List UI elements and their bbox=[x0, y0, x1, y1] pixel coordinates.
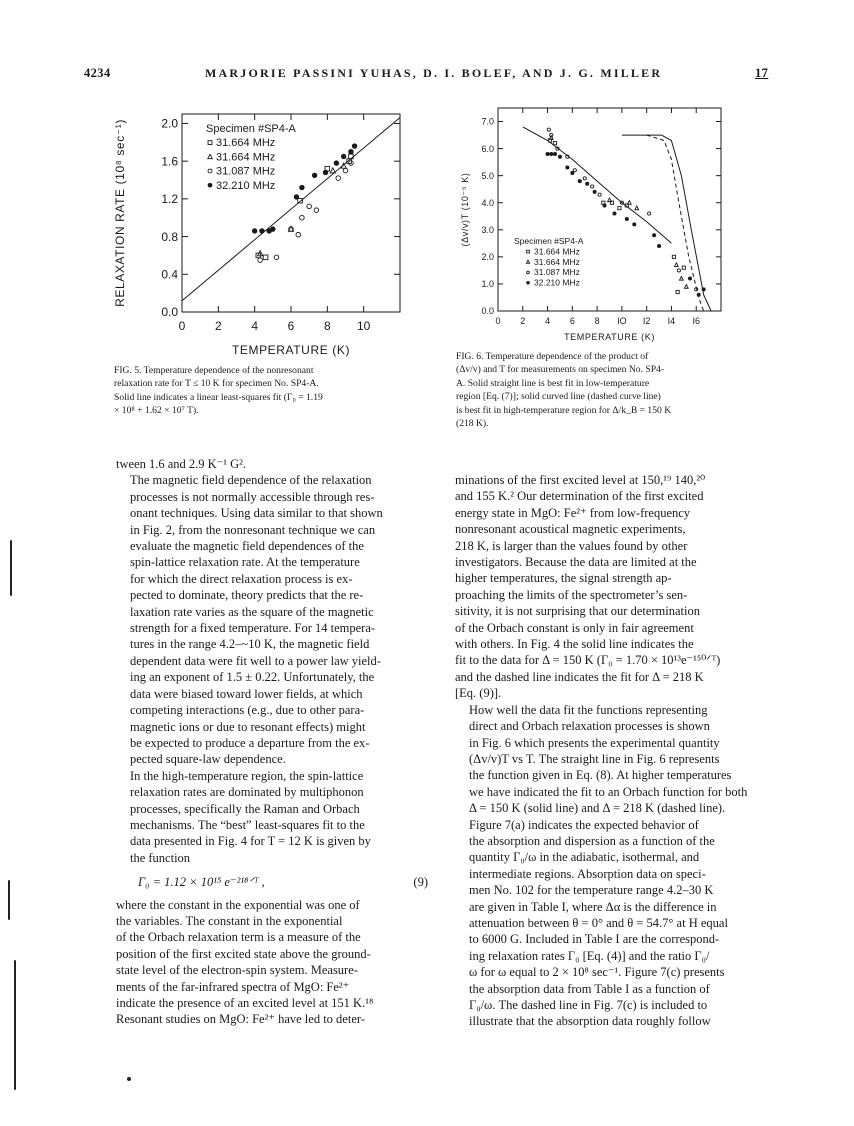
x-tick-label: IO bbox=[617, 316, 627, 326]
data-point-filled-circle bbox=[341, 154, 346, 159]
x-tick-label: 10 bbox=[356, 319, 371, 333]
fit-line bbox=[182, 117, 400, 300]
data-point-filled-circle bbox=[612, 212, 616, 216]
x-tick-label: 6 bbox=[569, 316, 575, 326]
data-point-square bbox=[618, 207, 621, 210]
text-line: we have indicated the fit to an Orbach function for both bbox=[469, 784, 748, 799]
data-point-filled-circle bbox=[208, 183, 213, 188]
page-number: 4234 bbox=[84, 66, 111, 80]
text-line: with others. In Fig. 4 the solid line indicates the bbox=[455, 637, 694, 652]
y-tick-label: 0.8 bbox=[161, 229, 178, 244]
data-point-open-circle bbox=[274, 255, 279, 260]
text-line: relaxation rates are dominated by multiphonon bbox=[130, 785, 364, 800]
data-point-triangle bbox=[679, 276, 683, 280]
x-tick-label: 8 bbox=[323, 319, 331, 333]
figure-6-caption bbox=[456, 350, 762, 430]
data-point-open-circle bbox=[598, 193, 601, 196]
x-tick-label: 0 bbox=[495, 316, 501, 326]
text-line: are given in Table I, where Δα is the difference in bbox=[469, 899, 717, 914]
text-line: processes is not normally accessible through res- bbox=[130, 489, 375, 504]
data-point-filled-circle bbox=[565, 166, 569, 170]
data-point-triangle bbox=[526, 260, 529, 263]
paragraph-high-temperature bbox=[116, 768, 428, 866]
y-tick-label: 0.0 bbox=[481, 306, 494, 317]
data-point-open-circle bbox=[547, 128, 550, 131]
text-line: the variables. The constant in the exponential bbox=[116, 913, 343, 928]
text-line: laxation rate varies as the square of the magnetic bbox=[130, 604, 374, 619]
legend-title: Specimen #SP4-A bbox=[206, 123, 296, 135]
data-point-filled-circle bbox=[697, 293, 701, 297]
x-tick-label: I2 bbox=[642, 316, 651, 326]
text-line: in Fig. 2, from the nonresonant technique we can bbox=[130, 522, 376, 537]
x-tick-label: I6 bbox=[692, 316, 700, 326]
volume-number: 17 bbox=[755, 66, 769, 80]
data-point-filled-circle bbox=[270, 226, 275, 231]
data-point-square bbox=[349, 154, 354, 159]
legend-entry: 31.664 MHz bbox=[216, 151, 276, 164]
equation-9 bbox=[116, 874, 428, 890]
data-point-open-circle bbox=[648, 212, 651, 215]
data-point-filled-circle bbox=[549, 152, 553, 156]
data-point-filled-circle bbox=[652, 233, 656, 237]
paragraph-excited-level bbox=[455, 472, 767, 702]
data-point-triangle bbox=[608, 198, 612, 202]
data-point-open-circle bbox=[208, 169, 212, 173]
text-line: competing interactions (e.g., due to other para- bbox=[130, 703, 365, 718]
caption-line: Solid line indicates a linear least-squares fit (Γ₀ = 1.19 bbox=[114, 391, 323, 403]
scan-speck bbox=[10, 540, 12, 596]
data-point-filled-circle bbox=[632, 222, 636, 226]
data-point-open-circle bbox=[307, 204, 312, 209]
chart-legend bbox=[206, 123, 297, 192]
text-line: men No. 102 for the temperature range 4.2–30 K bbox=[469, 883, 714, 898]
y-tick-label: 3.0 bbox=[481, 224, 494, 235]
data-point-filled-circle bbox=[259, 228, 264, 233]
text-line: Δ = 150 K (solid line) and Δ = 218 K (dashed line). bbox=[469, 801, 726, 816]
y-tick-label: 1.6 bbox=[161, 154, 178, 169]
caption-line: (218 K). bbox=[456, 418, 489, 430]
y-tick-label: 0.4 bbox=[161, 267, 178, 282]
data-point-filled-circle bbox=[323, 170, 328, 175]
scan-speck bbox=[127, 1077, 131, 1081]
data-point-filled-circle bbox=[578, 179, 582, 183]
text-line: illustrate that the absorption data roughly follow bbox=[469, 1014, 711, 1029]
figure-5-chart bbox=[110, 108, 430, 358]
data-point-filled-circle bbox=[352, 143, 357, 148]
data-point-triangle bbox=[684, 285, 688, 289]
fit-curve-dashed bbox=[647, 135, 704, 311]
y-tick-label: 4.0 bbox=[481, 197, 494, 208]
x-tick-label: 4 bbox=[251, 319, 259, 333]
y-axis-label: (Δv/v)T (10⁻⁵ K) bbox=[460, 172, 470, 247]
plot-frame bbox=[182, 114, 400, 312]
data-point-open-circle bbox=[300, 215, 305, 220]
x-tick-label: 2 bbox=[520, 316, 526, 326]
figure-6-chart bbox=[448, 106, 738, 344]
text-line: [Eq. (9)]. bbox=[455, 686, 502, 701]
caption-line: × 10⁸ + 1.62 × 10⁷ T). bbox=[114, 405, 199, 417]
data-point-filled-circle bbox=[702, 287, 706, 291]
data-point-open-circle bbox=[573, 169, 576, 172]
text-line: nonresonant acoustical magnetic experiments, bbox=[455, 522, 686, 537]
text-line: pected square-law dependence. bbox=[130, 752, 286, 767]
text-line: tures in the range 4.2–~10 K, the magnetic field bbox=[130, 637, 370, 652]
y-tick-label: 2.0 bbox=[481, 252, 494, 263]
data-point-open-circle bbox=[336, 176, 341, 181]
fit-curve-solid bbox=[523, 127, 672, 243]
x-tick-label: 4 bbox=[545, 316, 551, 326]
text-line: 218 K, is larger than the values found by other bbox=[455, 538, 688, 553]
text-line: the function bbox=[130, 850, 191, 865]
text-line: quantity Γ₀/ω in the adiabatic, isothermal, and bbox=[469, 850, 700, 865]
left-text-column bbox=[116, 456, 428, 1028]
y-tick-label: 2.0 bbox=[161, 116, 178, 131]
text-line: data were biased toward lower fields, at which bbox=[130, 686, 363, 701]
text-line: tween 1.6 and 2.9 K⁻¹ G². bbox=[116, 457, 247, 471]
text-line: investigators. Because the data are limited at the bbox=[455, 555, 697, 570]
data-point-filled-circle bbox=[348, 149, 353, 154]
data-point-filled-circle bbox=[558, 155, 562, 159]
data-point-filled-circle bbox=[526, 281, 530, 285]
text-line: direct and Orbach relaxation processes is shown bbox=[469, 719, 710, 734]
data-point-filled-circle bbox=[657, 244, 661, 248]
data-point-filled-circle bbox=[334, 160, 339, 165]
legend-entry: 31.664 MHz bbox=[534, 256, 580, 267]
x-axis-label: TEMPERATURE (K) bbox=[564, 332, 655, 342]
y-tick-label: 5.0 bbox=[481, 170, 494, 181]
right-text-column bbox=[455, 472, 767, 1030]
figure-5-caption bbox=[114, 364, 436, 418]
text-line: to 6000 G. Included in Table I are the correspond- bbox=[469, 932, 720, 947]
text-line: of the Orbach relaxation term is a measure of the bbox=[116, 930, 361, 945]
text-line: indicate the presence of an excited level at 151 K.¹⁸ bbox=[116, 996, 374, 1010]
text-line: Figure 7(a) indicates the expected behavior of bbox=[469, 817, 699, 832]
legend-entry: 31.664 MHz bbox=[534, 246, 580, 257]
data-point-filled-circle bbox=[603, 203, 607, 207]
x-tick-label: 6 bbox=[287, 319, 295, 333]
text-line: fit to the data for Δ = 150 K (Γ₀ = 1.70 × 10¹³e⁻¹⁵⁰ᐟᵀ) bbox=[455, 653, 721, 668]
text-line: and the dashed line indicates the fit for Δ = 218 K bbox=[455, 669, 704, 684]
text-line: Resonant studies on MgO: Fe²⁺ have led to deter- bbox=[116, 1012, 365, 1027]
x-tick-label: I4 bbox=[667, 316, 676, 326]
data-point-filled-circle bbox=[585, 182, 589, 186]
text-line: ments of the far-infrared spectra of MgO: Fe²⁺ bbox=[116, 979, 350, 994]
data-point-filled-circle bbox=[294, 194, 299, 199]
data-point-triangle bbox=[627, 201, 631, 205]
data-point-filled-circle bbox=[593, 190, 597, 194]
legend-entry: 31.087 MHz bbox=[534, 267, 580, 278]
text-line: In the high-temperature region, the spin-lattice bbox=[130, 768, 364, 783]
data-point-square bbox=[263, 255, 268, 260]
text-line: mechanisms. The “best” least-squares fit to the bbox=[130, 817, 365, 832]
y-tick-label: 6.0 bbox=[481, 143, 494, 154]
text-line: dependent data were fit well to a power law yield- bbox=[130, 653, 381, 668]
data-point-open-circle bbox=[258, 258, 263, 263]
text-line: attenuation between θ = 0° and θ = 54.7° at H equal bbox=[469, 915, 728, 930]
data-point-triangle bbox=[635, 206, 639, 210]
caption-line: (Δv/v) and T for measurements on specimen No. SP4- bbox=[456, 364, 665, 376]
paragraph-fig7-discussion bbox=[455, 817, 767, 1030]
data-point-square bbox=[553, 142, 556, 145]
data-point-open-circle bbox=[591, 185, 594, 188]
data-point-square bbox=[672, 255, 675, 258]
paragraph-fig6-discussion bbox=[455, 702, 767, 817]
text-line: (Δv/v)T vs T. The straight line in Fig. 6 represents bbox=[469, 751, 720, 766]
text-line: data presented in Fig. 4 for T = 12 K is given by bbox=[130, 834, 371, 849]
text-line: ω for ω equal to 2 × 10⁸ sec⁻¹. Figure 7(c) presents bbox=[469, 965, 725, 980]
text-line: energy state in MgO: Fe²⁺ from low-frequency bbox=[455, 505, 691, 520]
text-line: pected to dominate, theory predicts that the re- bbox=[130, 588, 364, 603]
text-line: The magnetic field dependence of the relaxation bbox=[130, 473, 372, 488]
text-line: How well the data fit the functions representing bbox=[469, 702, 708, 717]
text-line: intermediate regions. Absorption data on speci- bbox=[469, 866, 706, 881]
scan-speck bbox=[8, 880, 10, 920]
data-point-open-circle bbox=[527, 271, 530, 274]
data-point-open-circle bbox=[314, 208, 319, 213]
y-tick-label: 7.0 bbox=[481, 116, 494, 127]
text-line: processes, specifically the Raman and Orbach bbox=[130, 801, 360, 816]
text-line: higher temperatures, the signal strength ap- bbox=[455, 571, 672, 586]
chart-legend bbox=[514, 236, 584, 288]
text-line: in Fig. 6 which presents the experimental quantity bbox=[469, 735, 720, 750]
y-tick-label: 0.0 bbox=[161, 305, 178, 320]
data-point-triangle bbox=[675, 263, 679, 267]
text-line: spin-lattice relaxation rate. At the temperature bbox=[130, 555, 360, 570]
data-point-square bbox=[527, 250, 530, 253]
x-tick-label: 8 bbox=[594, 316, 600, 326]
scan-speck bbox=[14, 960, 16, 1090]
text-line: position of the first excited state above the ground- bbox=[116, 946, 371, 961]
caption-line: FIG. 5. Temperature dependence of the nonresonant bbox=[114, 365, 314, 376]
text-line: ing relaxation rates Γ₀ [Eq. (4)] and the ratio Γ₀/ bbox=[469, 948, 710, 963]
text-line: state level of the electron-spin system. Measure- bbox=[116, 963, 358, 978]
text-line: minations of the first excited level at 150,¹⁹ 140,²⁰ bbox=[455, 473, 706, 487]
data-point-filled-circle bbox=[625, 217, 629, 221]
data-point-square bbox=[208, 141, 212, 145]
text-line: be expected to produce a departure from the ex- bbox=[130, 735, 370, 750]
caption-line: region [Eq. (7)]; solid curved line (dashed curve line) bbox=[456, 391, 661, 403]
text-line: the function given in Eq. (8). At higher temperatures bbox=[469, 768, 732, 783]
x-tick-label: 0 bbox=[178, 319, 186, 333]
data-point-open-circle bbox=[583, 177, 586, 180]
data-point-filled-circle bbox=[570, 171, 574, 175]
paragraph bbox=[116, 456, 428, 472]
caption-line: FIG. 6. Temperature dependence of the product of bbox=[456, 351, 649, 362]
caption-line: A. Solid straight line is best fit in low-temperature bbox=[456, 377, 650, 389]
text-line: for which the direct relaxation process is ex- bbox=[130, 571, 353, 586]
running-header-authors: MARJORIE PASSINI YUHAS, D. I. BOLEF, AND J. G. MILLER bbox=[205, 66, 663, 80]
legend-entry: 32.210 MHz bbox=[216, 179, 276, 192]
equation-number: (9) bbox=[413, 875, 428, 890]
text-line: evaluate the magnetic field dependences of the bbox=[130, 539, 364, 554]
data-point-open-circle bbox=[677, 269, 680, 272]
text-line: and 155 K.² Our determination of the first excited bbox=[455, 489, 704, 504]
text-line: of the Orbach constant is only in fair agreement bbox=[455, 620, 694, 635]
text-line: ing an exponent of 1.5 ± 0.22. Unfortunately, the bbox=[130, 670, 375, 685]
data-point-triangle bbox=[208, 154, 213, 158]
text-line: strength for a fixed temperature. For 14 tempera- bbox=[130, 621, 376, 636]
data-point-open-circle bbox=[296, 232, 301, 237]
data-point-triangle bbox=[330, 168, 335, 173]
data-point-filled-circle bbox=[688, 277, 692, 281]
data-point-filled-circle bbox=[299, 185, 304, 190]
data-point-open-circle bbox=[343, 168, 348, 173]
y-axis-label: RELAXATION RATE (10⁸ sec⁻¹) bbox=[113, 119, 127, 307]
text-line: where the constant in the exponential was one of bbox=[116, 897, 360, 912]
text-line: onant techniques. Using data similar to that shown bbox=[130, 506, 383, 521]
data-point-square bbox=[682, 266, 685, 269]
data-point-filled-circle bbox=[312, 173, 317, 178]
caption-line: relaxation rate for T ≤ 10 K for specimen No. SP4-A. bbox=[114, 378, 319, 390]
data-point-filled-circle bbox=[252, 228, 257, 233]
x-tick-label: 2 bbox=[214, 319, 222, 333]
text-line: the absorption data from Table I as a function of bbox=[469, 981, 710, 996]
legend-entry: 32.210 MHz bbox=[534, 277, 580, 288]
y-tick-label: 1.0 bbox=[481, 279, 494, 290]
data-point-filled-circle bbox=[546, 152, 550, 156]
paragraph-orbach bbox=[116, 897, 428, 1028]
data-point-square bbox=[676, 290, 679, 293]
x-axis-label: TEMPERATURE (K) bbox=[231, 343, 351, 357]
text-line: the absorption and dispersion as a function of the bbox=[469, 833, 715, 848]
y-tick-label: 1.2 bbox=[161, 192, 178, 207]
legend-title: Specimen #SP4-A bbox=[514, 236, 584, 246]
legend-entry: 31.664 MHz bbox=[216, 137, 276, 150]
paragraph-magnetic-field bbox=[116, 472, 428, 767]
caption-line: is best fit in high-temperature region for Δ/k_B = 150 K bbox=[456, 404, 672, 416]
text-line: magnetic ions or due to resonant effects) might bbox=[130, 719, 366, 734]
legend-entry: 31.087 MHz bbox=[216, 165, 276, 178]
text-line: Γ₀/ω. The dashed line in Fig. 7(c) is included to bbox=[469, 998, 708, 1012]
text-line: proaching the limits of the spectrometer’s sen- bbox=[455, 587, 688, 602]
text-line: sitivity, it is not surprising that our determination bbox=[455, 604, 701, 619]
equation-body: Γ₀ = 1.12 × 10¹⁵ e⁻²¹⁸ᐟᵀ , bbox=[138, 875, 265, 890]
data-point-filled-circle bbox=[553, 152, 557, 156]
